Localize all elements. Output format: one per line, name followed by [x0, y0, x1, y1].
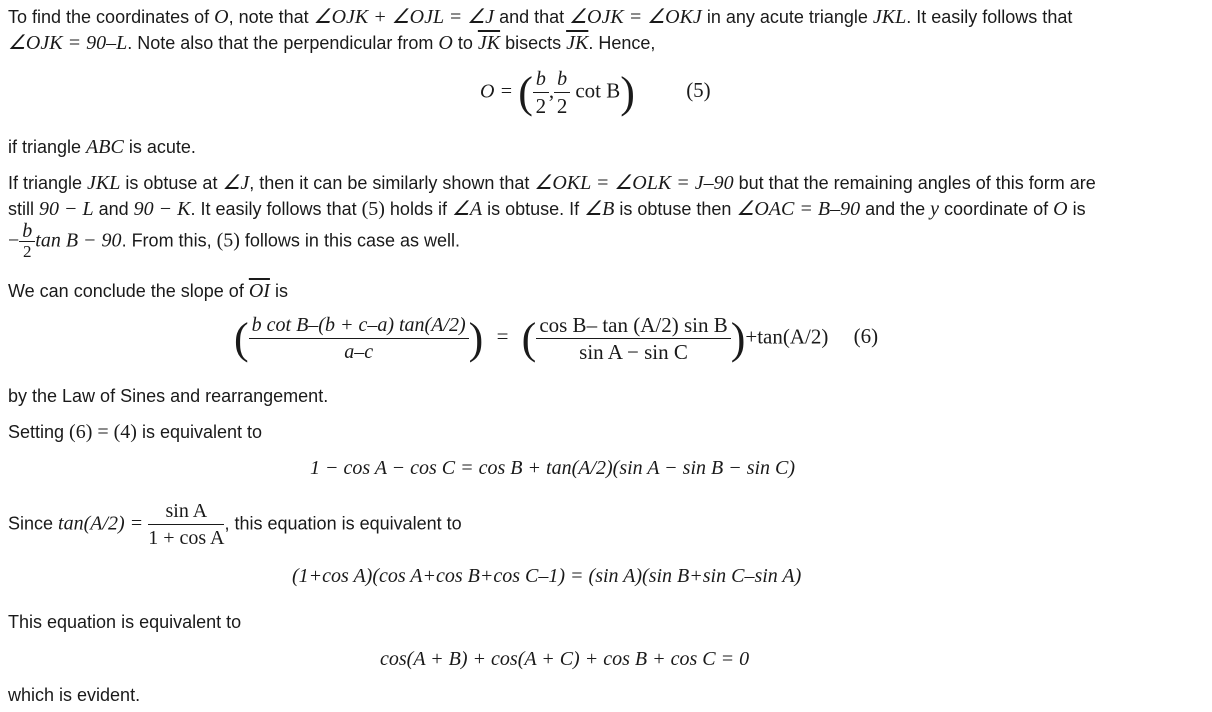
paragraph-line-5: still 90 − L and 90 − K. It easily follows that (5) holds if ∠A is obtuse. If ∠B is obtuse then ∠OAC = B–90 and the y coordinate of O is [8, 198, 1086, 220]
paragraph-line-6: − $\frac{b}{2}$ tan B − 90. From this, (5) follows in this case as well. [8, 220, 460, 261]
paragraph-line-11: This equation is equivalent to [8, 612, 242, 632]
equation-tag: (6) [853, 324, 879, 349]
segment-jk: $\overline{JK}$ [566, 32, 589, 54]
paragraph-line-4: If triangle JKL is obtuse at ∠J, then it can be similarly shown that ∠OKL = ∠OLK = J–90 but that the remaining angles of this form are [8, 172, 1096, 194]
segment-jk: $\overline{JK}$ [477, 32, 501, 54]
equation-8: (1+cos A)(cos A+cos B+cos C–1) = (sin A)(sin B+sin C–sin A) [292, 565, 802, 587]
equation-5: O = ( $\frac{b}{2}$ , $\frac{b}{2}$ cot B) (5) [480, 68, 711, 118]
paragraph-line-7: We can conclude the slope of $\overline{OI}$ is [8, 280, 288, 302]
paragraph-line-1: To find the coordinates of O, note that ∠OJK + ∠OJL = ∠J and that ∠OJK = ∠OKJ in any acute triangle JKL. It easily follows that [8, 6, 1073, 28]
paragraph-line-9: Setting (6) = (4) is equivalent to [8, 421, 263, 443]
paragraph-line-12: which is evident. [8, 685, 141, 705]
paragraph-line-10: Since tan(A/2) = $\frac{\text{sin A}}{\text{1 + cos A}}$ , this equation is equivalent to [8, 500, 462, 549]
equation-6: ( $\frac{\text{b cot B–(b + c–a) tan(A/2)}}{a-c}$ ) = ( $\frac{\text{cos B– tan (A/2) sin B}}{\text{sin A − sin C}}$ )+tan(A/2) (6) [234, 313, 879, 364]
math-inline: ∠OJK = ∠OKJ [569, 6, 702, 28]
math-inline: ∠OJK = 90–L [8, 32, 128, 54]
paragraph-line-2: ∠OJK = 90–L. Note also that the perpendicular from O to $\overline{JK}$ bisects $\overline{JK}$. Hence, [8, 32, 656, 54]
paragraph-line-8: by the Law of Sines and rearrangement. [8, 386, 329, 406]
math-inline: ∠OJK + ∠OJL = ∠J [313, 6, 495, 28]
equation-7: 1 − cos A − cos C = cos B + tan(A/2)(sin A − sin B − sin C) [310, 457, 796, 479]
segment-oi: $\overline{OI}$ [248, 280, 270, 302]
paragraph-line-3: if triangle ABC is acute. [8, 136, 196, 158]
equation-9: cos(A + B) + cos(A + C) + cos B + cos C = 0 [380, 648, 750, 670]
equation-tag: (5) [686, 78, 711, 103]
